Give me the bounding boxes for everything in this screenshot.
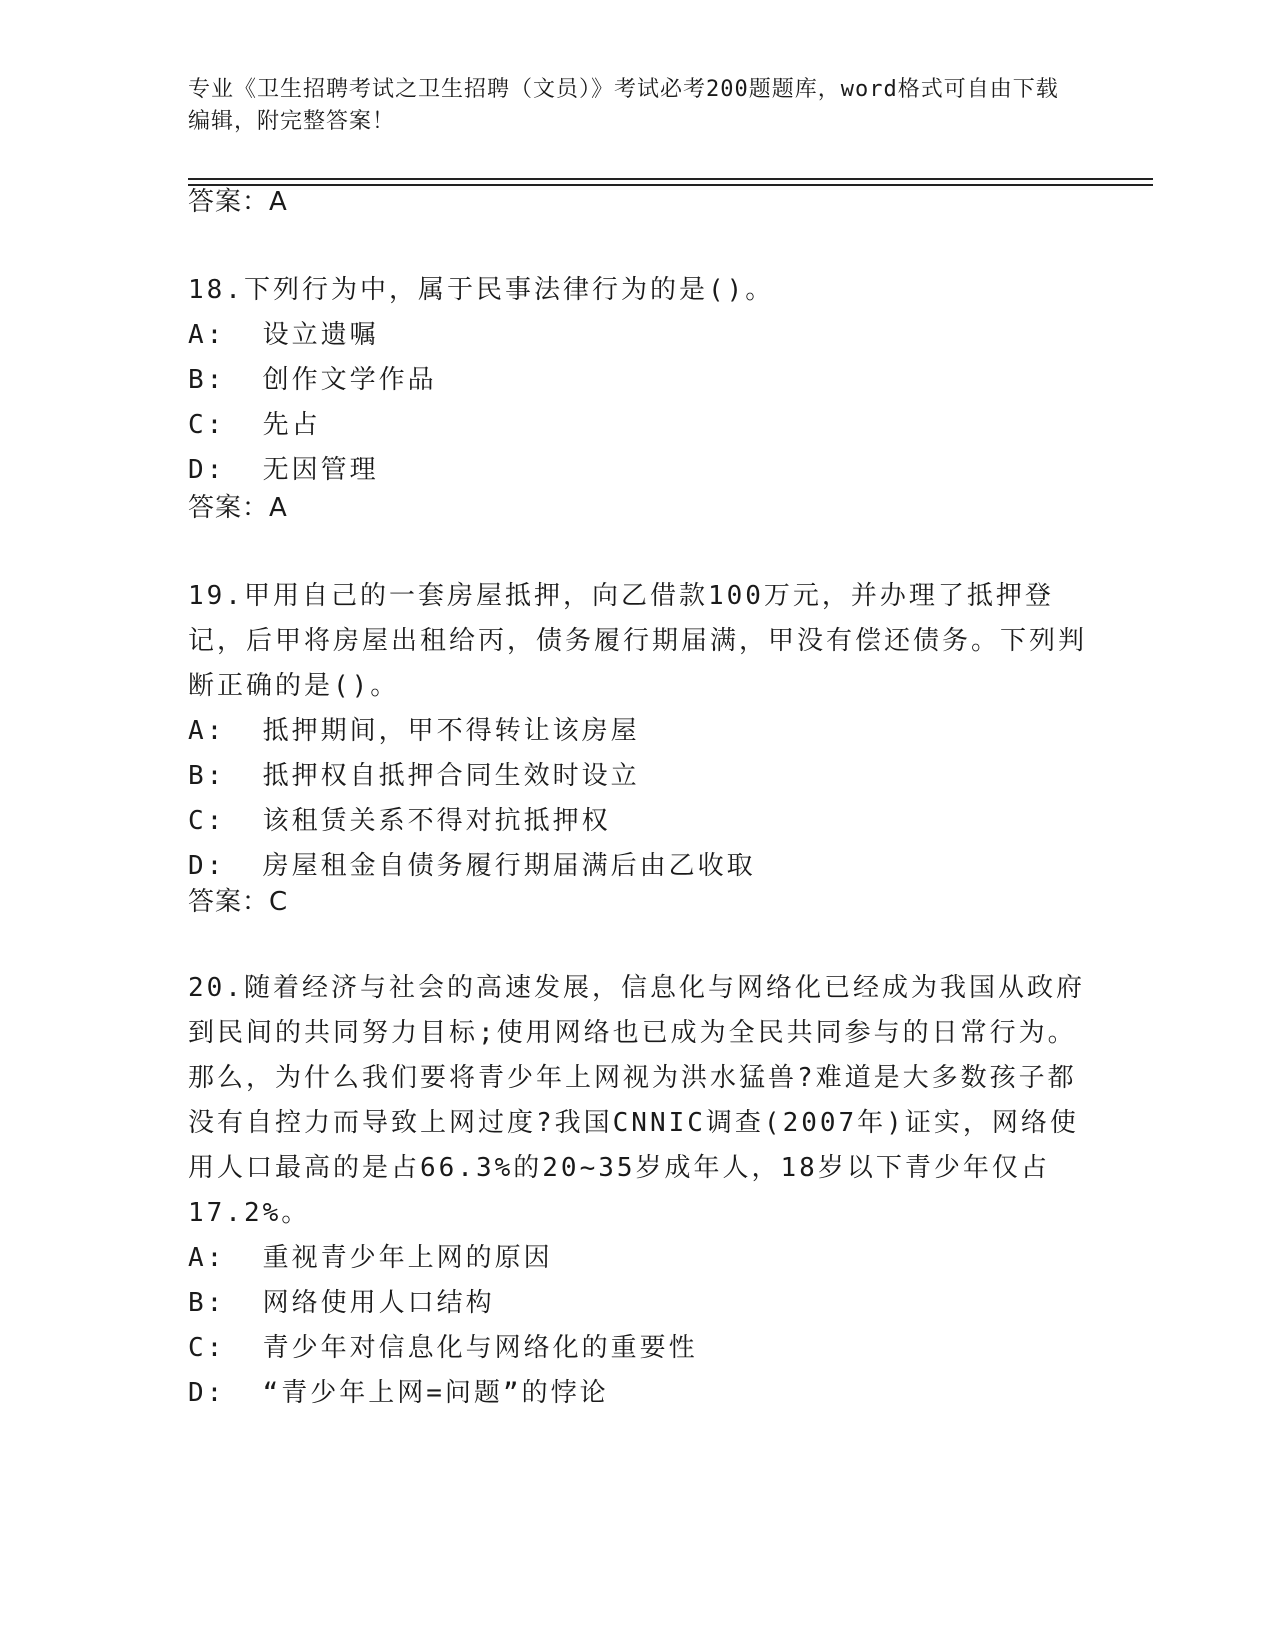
question-18-option-d: D: 无因管理: [188, 455, 379, 485]
question-18-option-c: C: 先占: [188, 410, 321, 440]
question-19-stem: 19.甲用自己的一套房屋抵押，向乙借款100万元，并办理了抵押登记，后甲将房屋出租给丙，债务履行期届满，甲没有偿还债务。下列判断正确的是()。: [188, 581, 1088, 701]
question-20-option-b: B: 网络使用人口结构: [188, 1288, 495, 1318]
question-20-stem: 20.随着经济与社会的高速发展，信息化与网络化已经成为我国从政府到民间的共同努力目标;使用网络也已成为全民共同参与的日常行为。那么，为什么我们要将青少年上网视为洪水猛兽?难道是大多数孩子都没有自控力而导致上网过度?我国CNNIC调查(2007年)证实，网络使用人口最高的是占66.3%的20~35岁成年人，18岁以下青少年仅占17.2%。: [188, 973, 1085, 1228]
answer-19: 答案：C: [188, 887, 289, 917]
question-18-option-b: B: 创作文学作品: [188, 365, 437, 395]
question-20-option-a: A: 重视青少年上网的原因: [188, 1243, 553, 1273]
answer-18: 答案：A: [188, 493, 288, 523]
document-header: 专业《卫生招聘考试之卫生招聘（文员）》考试必考200题题库，word格式可自由下载编辑，附完整答案！: [188, 77, 1059, 134]
question-20-option-c: C: 青少年对信息化与网络化的重要性: [188, 1333, 698, 1363]
header-rule-top: [188, 178, 1153, 180]
question-19: [188, 574, 1088, 889]
question-20: [188, 966, 1088, 1416]
question-18-stem: 18.下列行为中，属于民事法律行为的是()。: [188, 275, 775, 305]
question-18: [188, 268, 1088, 493]
answer-17: 答案：A: [188, 187, 288, 217]
question-19-option-d: D: 房屋租金自债务履行期届满后由乙收取: [188, 851, 756, 881]
question-18-option-a: A: 设立遗嘱: [188, 320, 379, 350]
question-20-option-d: D: “青少年上网=问题”的悖论: [188, 1378, 609, 1408]
question-19-option-b: B: 抵押权自抵押合同生效时设立: [188, 761, 640, 791]
question-19-option-c: C: 该租赁关系不得对抗抵押权: [188, 806, 611, 836]
header-rule-bottom: [188, 184, 1153, 186]
question-19-option-a: A: 抵押期间，甲不得转让该房屋: [188, 716, 640, 746]
